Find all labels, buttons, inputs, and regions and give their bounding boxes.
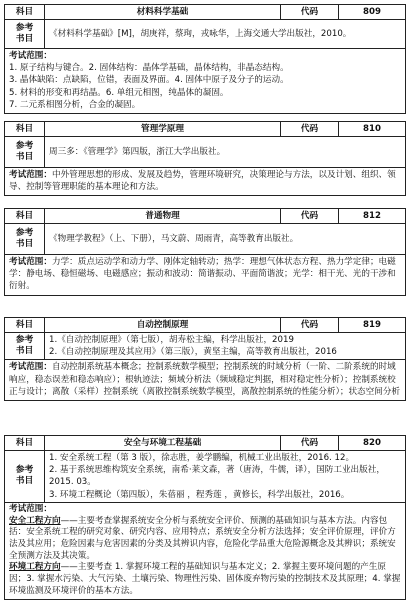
course-card-820	[4, 435, 406, 600]
scope-title: 考试范围：	[9, 170, 52, 180]
reference-item: 《材料科学基础》[M]，胡庚祥，蔡珣，戎咏华，上海交通大学出版社，2010。	[49, 28, 352, 39]
exam-scope	[5, 49, 405, 113]
reference-item: 《物理学教程》（上、下册），马文蔚、周雨青，高等教育出版社。	[49, 233, 299, 244]
course-header	[5, 122, 405, 137]
course-code: 820	[363, 437, 381, 448]
subject-label: 科目	[5, 209, 45, 223]
course-code: 819	[363, 319, 381, 330]
scope-text: 力学：质点运动学和动力学、刚体定轴转动；热学：理想气体状态方程、热力学定律；电磁学：静电场、稳恒磁场、电磁感应；振动和波动：简谐振动、平面简谐波；光学：相干光、光的干涉和衍射。	[9, 257, 396, 292]
reference-item: 周三多：《管理学》第四版，浙江大学出版社。	[49, 146, 226, 157]
subject-label: 科目	[5, 318, 45, 332]
exam-scope	[5, 360, 405, 400]
course-name: 普通物理	[45, 209, 281, 223]
subject-label: 科目	[5, 436, 45, 450]
reference-item: 3. 环境工程概论（第四版），朱蓓丽 ，程秀莲 ，黄修长，科学出版社，2016。	[49, 489, 350, 500]
reference-item: 2. 基于系统思维构筑安全系统，南希·莱文森，著（唐涛，牛儒，译），国防工业出版社，2015. 03。	[49, 465, 385, 488]
scope-title: 考试范围：	[9, 51, 52, 61]
reference-item: 1. 安全系统工程（第 3 版），徐志胜，姜学鹏编，机械工业出版社，2016. 12。	[49, 453, 355, 463]
subject-label: 科目	[5, 5, 45, 19]
course-header	[5, 209, 405, 224]
reference-row	[5, 451, 405, 503]
scope-title: 考试范围：	[9, 362, 52, 373]
direction-title: 环境工程方向	[9, 562, 61, 573]
reference-list	[45, 20, 405, 48]
scope-text: 中外管理思想的形成、发展及趋势，管理环境研究，决策理论与方法，以及计划、组织、领导、控制等管理职能的基本理论和方法。	[9, 170, 396, 193]
reference-label: 参考 书目	[5, 20, 45, 48]
course-name: 自动控制原理	[45, 318, 281, 332]
course-name: 材料科学基础	[45, 5, 281, 19]
scope-text: 自动控制系统基本概念；控制系统数学模型；控制系统的时域分析（一阶、二阶系统的时域响应，稳态误差和稳态响应）；根轨迹法；频域分析法（频域稳定判据，相对稳定性分析）；控制系统校正与设计；离散（采样）控制系统（离散控制系统数学模型，离散控制系统的性能分析）；状态空间分析	[9, 362, 401, 397]
reference-row	[5, 333, 405, 360]
course-header	[5, 318, 405, 333]
scope-line: 3. 晶体缺陷：点缺陷，位错，表面及界面。4. 固体中原子及分子的运动。	[9, 75, 289, 86]
reference-list	[45, 137, 405, 167]
course-card-809	[4, 4, 406, 114]
course-card-819	[4, 317, 406, 401]
exam-scope	[5, 255, 405, 295]
code-label: 代码	[281, 122, 339, 136]
code-label: 代码	[281, 436, 339, 450]
exam-scope	[5, 503, 405, 600]
course-header	[5, 5, 405, 20]
exam-scope	[5, 168, 405, 195]
direction-text: ——主要考查 1. 掌握环境工程的基础知识与基本定义；2. 掌握主要环境问题的产生原因；3. 掌握水污染、大气污染、土壤污染、物理性污染、固体废弃物污染的控制技术及其原理；4. 掌握环境监测及环境评价的基本方法。	[9, 562, 401, 596]
scope-line: 1. 原子结构与键合。2. 固体结构：晶体学基础，晶体结构，非晶态结构。	[9, 63, 289, 74]
reference-label: 参考 书目	[5, 224, 45, 254]
subject-label: 科目	[5, 122, 45, 136]
code-label: 代码	[281, 318, 339, 332]
code-label: 代码	[281, 209, 339, 223]
reference-row	[5, 224, 405, 255]
reference-item: 2.《自动控制原理及其应用》（第三版），黄坚主编，高等教育出版社，2016	[49, 347, 337, 358]
course-card-812	[4, 208, 406, 296]
reference-row	[5, 137, 405, 168]
direction-environment	[9, 562, 401, 597]
reference-list	[45, 333, 405, 359]
code-label: 代码	[281, 5, 339, 19]
reference-list	[45, 224, 405, 254]
reference-label: 参考 书目	[5, 333, 45, 359]
scope-title: 考试范围：	[9, 257, 52, 267]
scope-line: 5. 材料的形变和再结晶。6. 单组元相图，纯晶体的凝固。	[9, 87, 229, 98]
reference-list	[45, 451, 405, 502]
reference-label: 参考 书目	[5, 137, 45, 167]
course-header	[5, 436, 405, 451]
course-code: 809	[363, 6, 381, 17]
direction-text: ——主要考查掌握系统安全分析与系统安全评价、预测的基础知识与基本方法。内容包括：安全系统工程的研究对象、研究内容、应用特点；系统安全分析方法选择；安全评价原理，评价方法及其应用；危险因素与危害因素的分类及其辨识内容，危险化学品重大危险源概念及其辨识；系统安全预测方法及其决策。	[9, 515, 396, 561]
direction-safety	[9, 516, 401, 563]
course-code: 812	[363, 210, 381, 221]
course-card-810	[4, 121, 406, 196]
reference-row	[5, 20, 405, 49]
scope-line: 7. 二元系相图分析，合金的凝固。	[9, 99, 141, 110]
direction-title: 安全工程方向	[9, 515, 61, 526]
course-code: 810	[363, 123, 381, 134]
reference-label: 参考 书目	[5, 451, 45, 502]
course-name: 安全与环境工程基础	[45, 436, 281, 450]
reference-item: 1.《自动控制原理》（第七版），胡寿松主编，科学出版社，2019	[49, 335, 294, 345]
scope-title: 考试范围：	[9, 503, 52, 514]
course-name: 管理学原理	[45, 122, 281, 136]
